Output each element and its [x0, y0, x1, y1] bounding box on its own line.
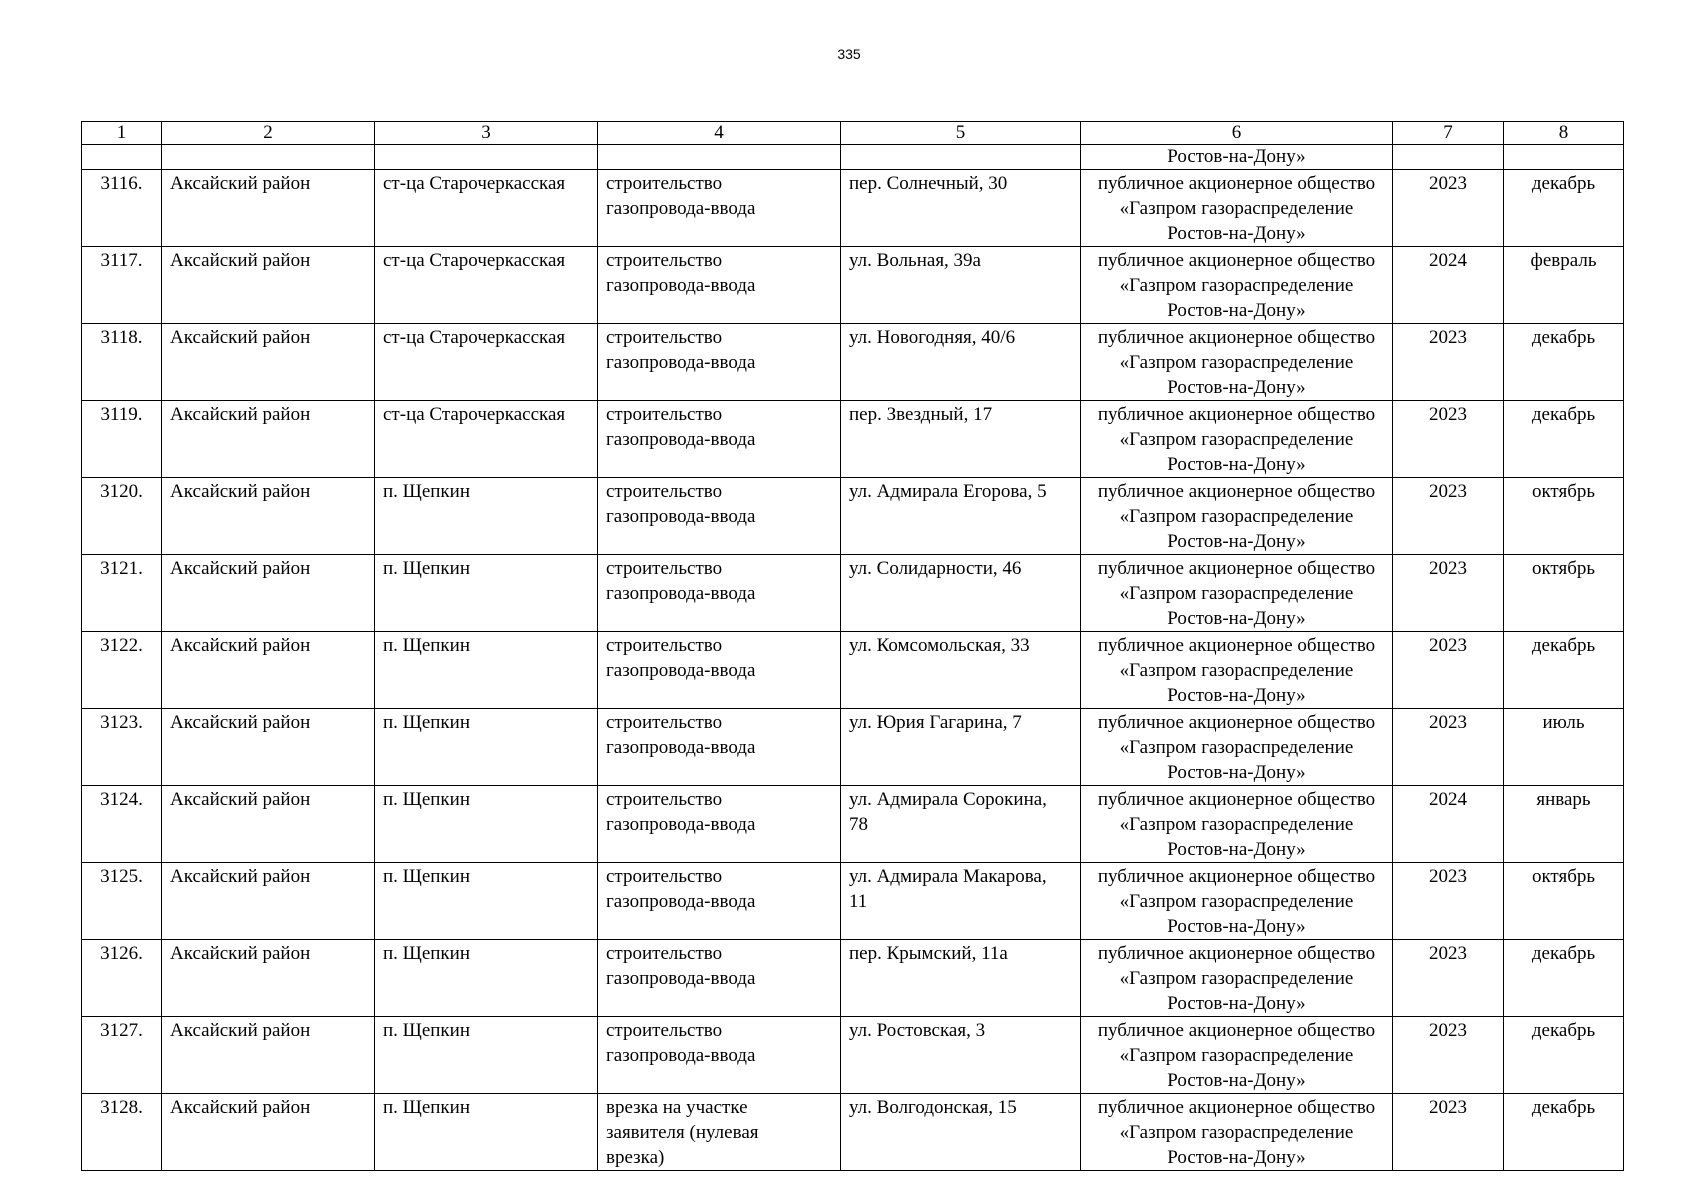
settlement-cell: п. Щепкин [375, 709, 598, 786]
organization-cell-line: Ростов-на-Дону» [1167, 300, 1306, 321]
month-cell: декабрь [1504, 632, 1624, 709]
organization-cell-line: Ростов-на-Дону» [1167, 839, 1306, 860]
table-row [82, 478, 1624, 555]
work-type-cell-line: строительство [606, 481, 723, 502]
address-cell-line: пер. Крымский, 11а [849, 943, 1008, 964]
continuation-cell [82, 145, 162, 170]
work-type-cell-line: заявителя (нулевая [606, 1122, 759, 1143]
year-cell: 2023 [1393, 324, 1504, 401]
organization-cell-line: «Газпром газораспределение [1119, 1122, 1354, 1143]
work-type-cell-line: строительство [606, 173, 723, 194]
settlement-cell: п. Щепкин [375, 632, 598, 709]
table-row [82, 786, 1624, 863]
work-type-cell-line: строительство [606, 789, 723, 810]
address-cell-line: 78 [849, 814, 868, 835]
work-type-cell-line: строительство [606, 404, 723, 425]
organization-cell-line: «Газпром газораспределение [1119, 429, 1354, 450]
work-type-cell-line: строительство [606, 327, 723, 348]
work-type-cell-line: строительство [606, 866, 723, 887]
column-number-header: 3 [375, 122, 598, 145]
row-number-cell: 3118. [82, 324, 162, 401]
continuation-cell [841, 145, 1081, 170]
organization-cell-line: «Газпром газораспределение [1119, 506, 1354, 527]
organization-cell-line: Ростов-на-Дону» [1167, 993, 1306, 1014]
address-cell-line: ул. Адмирала Сорокина, [849, 789, 1047, 810]
row-number-cell: 3117. [82, 247, 162, 324]
organization-cell [1081, 1017, 1393, 1094]
address-cell [841, 401, 1081, 478]
address-cell-line: ул. Солидарности, 46 [849, 558, 1022, 579]
organization-cell [1081, 1094, 1393, 1171]
work-type-cell [598, 1017, 841, 1094]
work-type-cell [598, 555, 841, 632]
continuation-cell [1393, 145, 1504, 170]
organization-cell-line: Ростов-на-Дону» [1167, 454, 1306, 475]
organization-cell-line: публичное акционерное общество [1097, 1097, 1376, 1118]
table-row [82, 170, 1624, 247]
settlement-cell: п. Щепкин [375, 786, 598, 863]
work-type-cell [598, 401, 841, 478]
work-type-cell [598, 786, 841, 863]
organization-cell-line: «Газпром газораспределение [1119, 891, 1354, 912]
address-cell [841, 1094, 1081, 1171]
table-row [82, 940, 1624, 1017]
work-type-cell-line: врезка на участке [606, 1097, 748, 1118]
settlement-cell: п. Щепкин [375, 478, 598, 555]
work-type-cell-line: газопровода-ввода [606, 660, 756, 681]
organization-cell-line: Ростов-на-Дону» [1167, 685, 1306, 706]
address-cell-line: ул. Адмирала Егорова, 5 [849, 481, 1047, 502]
column-number-header: 6 [1081, 122, 1393, 145]
year-cell: 2023 [1393, 401, 1504, 478]
work-type-cell-line: газопровода-ввода [606, 583, 756, 604]
address-cell [841, 324, 1081, 401]
work-type-cell-line: газопровода-ввода [606, 198, 756, 219]
address-cell [841, 247, 1081, 324]
continuation-cell [375, 145, 598, 170]
year-cell: 2023 [1393, 1094, 1504, 1171]
continuation-cell: Ростов-на-Дону» [1081, 145, 1393, 170]
organization-cell [1081, 709, 1393, 786]
year-cell: 2023 [1393, 555, 1504, 632]
organization-cell-line: публичное акционерное общество [1097, 250, 1376, 271]
address-cell [841, 555, 1081, 632]
month-cell: декабрь [1504, 170, 1624, 247]
address-cell [841, 632, 1081, 709]
work-type-cell-line: строительство [606, 250, 723, 271]
column-number-header: 4 [598, 122, 841, 145]
table-row [82, 401, 1624, 478]
organization-cell-line: Ростов-на-Дону» [1167, 608, 1306, 629]
work-type-cell-line: газопровода-ввода [606, 506, 756, 527]
month-cell: декабрь [1504, 401, 1624, 478]
row-number-cell: 3126. [82, 940, 162, 1017]
settlement-cell: п. Щепкин [375, 863, 598, 940]
work-type-cell-line: газопровода-ввода [606, 737, 756, 758]
table-row [82, 863, 1624, 940]
continuation-cell [1504, 145, 1624, 170]
district-cell: Аксайский район [162, 632, 375, 709]
organization-cell-line: публичное акционерное общество [1097, 1020, 1376, 1041]
district-cell: Аксайский район [162, 1017, 375, 1094]
organization-cell [1081, 555, 1393, 632]
address-cell-line: ул. Волгодонская, 15 [849, 1097, 1017, 1118]
work-type-cell-line: газопровода-ввода [606, 814, 756, 835]
district-cell: Аксайский район [162, 247, 375, 324]
address-cell-line: пер. Солнечный, 30 [849, 173, 1008, 194]
work-type-cell-line: газопровода-ввода [606, 1045, 756, 1066]
row-number-cell: 3122. [82, 632, 162, 709]
row-number-cell: 3124. [82, 786, 162, 863]
column-number-header: 5 [841, 122, 1081, 145]
organization-cell-line: «Газпром газораспределение [1119, 198, 1354, 219]
row-number-cell: 3123. [82, 709, 162, 786]
work-type-cell [598, 709, 841, 786]
column-number-header: 8 [1504, 122, 1624, 145]
work-type-cell [598, 170, 841, 247]
table-row [82, 1017, 1624, 1094]
organization-cell [1081, 632, 1393, 709]
organization-cell [1081, 478, 1393, 555]
organization-cell-line: Ростов-на-Дону» [1167, 531, 1306, 552]
organization-cell [1081, 170, 1393, 247]
organization-cell-line: «Газпром газораспределение [1119, 814, 1354, 835]
organization-cell-line: публичное акционерное общество [1097, 789, 1376, 810]
row-number-cell: 3128. [82, 1094, 162, 1171]
year-cell: 2024 [1393, 247, 1504, 324]
month-cell: декабрь [1504, 1017, 1624, 1094]
organization-cell-line: Ростов-на-Дону» [1167, 1070, 1306, 1091]
continuation-cell [598, 145, 841, 170]
work-type-cell-line: строительство [606, 712, 723, 733]
row-number-cell: 3116. [82, 170, 162, 247]
work-type-cell-line: газопровода-ввода [606, 352, 756, 373]
address-cell-line: ул. Комсомольская, 33 [849, 635, 1030, 656]
column-number-header: 1 [82, 122, 162, 145]
work-type-cell-line: газопровода-ввода [606, 429, 756, 450]
address-cell [841, 170, 1081, 247]
year-cell: 2023 [1393, 1017, 1504, 1094]
organization-cell [1081, 324, 1393, 401]
organization-cell-line: публичное акционерное общество [1097, 635, 1376, 656]
address-cell [841, 478, 1081, 555]
organization-cell-line: публичное акционерное общество [1097, 481, 1376, 502]
organization-cell-line: публичное акционерное общество [1097, 173, 1376, 194]
organization-cell-line: «Газпром газораспределение [1119, 660, 1354, 681]
work-type-cell-line: строительство [606, 1020, 723, 1041]
work-type-cell-line: газопровода-ввода [606, 968, 756, 989]
organization-cell-line: публичное акционерное общество [1097, 712, 1376, 733]
work-type-cell [598, 940, 841, 1017]
work-type-cell [598, 863, 841, 940]
table-row [82, 324, 1624, 401]
address-cell [841, 786, 1081, 863]
year-cell: 2023 [1393, 170, 1504, 247]
organization-cell [1081, 247, 1393, 324]
work-type-cell-line: газопровода-ввода [606, 891, 756, 912]
work-type-cell [598, 247, 841, 324]
settlement-cell: п. Щепкин [375, 1094, 598, 1171]
month-cell: декабрь [1504, 940, 1624, 1017]
organization-cell-line: публичное акционерное общество [1097, 327, 1376, 348]
work-type-cell [598, 632, 841, 709]
district-cell: Аксайский район [162, 786, 375, 863]
district-cell: Аксайский район [162, 1094, 375, 1171]
settlement-cell: п. Щепкин [375, 555, 598, 632]
address-cell-line: ул. Новогодняя, 40/6 [849, 327, 1016, 348]
address-cell-line: ул. Вольная, 39а [849, 250, 981, 271]
settlement-cell: ст-ца Старочеркасская [375, 324, 598, 401]
district-cell: Аксайский район [162, 170, 375, 247]
work-type-cell [598, 1094, 841, 1171]
month-cell: декабрь [1504, 324, 1624, 401]
work-type-cell [598, 324, 841, 401]
work-type-cell-line: газопровода-ввода [606, 275, 756, 296]
month-cell: октябрь [1504, 555, 1624, 632]
table-row [82, 632, 1624, 709]
organization-cell [1081, 863, 1393, 940]
work-type-cell-line: врезка) [606, 1147, 665, 1168]
table-row [82, 1094, 1624, 1171]
district-cell: Аксайский район [162, 709, 375, 786]
work-type-cell-line: строительство [606, 943, 723, 964]
address-cell [841, 863, 1081, 940]
month-cell: январь [1504, 786, 1624, 863]
organization-cell-line: «Газпром газораспределение [1119, 352, 1354, 373]
continuation-cell [162, 145, 375, 170]
district-cell: Аксайский район [162, 863, 375, 940]
year-cell: 2023 [1393, 478, 1504, 555]
month-cell: октябрь [1504, 863, 1624, 940]
organization-cell-line: Ростов-на-Дону» [1167, 377, 1306, 398]
address-cell [841, 709, 1081, 786]
table-row [82, 247, 1624, 324]
settlement-cell: ст-ца Старочеркасская [375, 401, 598, 478]
district-cell: Аксайский район [162, 478, 375, 555]
table-row [82, 709, 1624, 786]
year-cell: 2023 [1393, 940, 1504, 1017]
month-cell: декабрь [1504, 1094, 1624, 1171]
row-number-cell: 3119. [82, 401, 162, 478]
district-cell: Аксайский район [162, 401, 375, 478]
work-type-cell-line: строительство [606, 558, 723, 579]
address-cell-line: 11 [849, 891, 868, 912]
organization-cell-line: публичное акционерное общество [1097, 866, 1376, 887]
organization-cell-line: «Газпром газораспределение [1119, 737, 1354, 758]
organization-cell-line: «Газпром газораспределение [1119, 968, 1354, 989]
page-number: 335 [837, 46, 861, 62]
month-cell: февраль [1504, 247, 1624, 324]
row-number-cell: 3125. [82, 863, 162, 940]
year-cell: 2024 [1393, 786, 1504, 863]
organization-cell-line: Ростов-на-Дону» [1167, 916, 1306, 937]
settlement-cell: п. Щепкин [375, 1017, 598, 1094]
row-number-cell: 3127. [82, 1017, 162, 1094]
address-cell-line: ул. Ростовская, 3 [849, 1020, 986, 1041]
address-cell-line: ул. Адмирала Макарова, [849, 866, 1047, 887]
continuation-row [82, 145, 1624, 170]
district-cell: Аксайский район [162, 324, 375, 401]
organization-cell-line: публичное акционерное общество [1097, 943, 1376, 964]
settlement-cell: п. Щепкин [375, 940, 598, 1017]
address-cell [841, 940, 1081, 1017]
table-body [82, 122, 1624, 1171]
organization-cell-line: Ростов-на-Дону» [1167, 762, 1306, 783]
organization-cell-line: публичное акционерное общество [1097, 558, 1376, 579]
column-number-header: 2 [162, 122, 375, 145]
year-cell: 2023 [1393, 709, 1504, 786]
organization-cell-line: публичное акционерное общество [1097, 404, 1376, 425]
settlement-cell: ст-ца Старочеркасская [375, 170, 598, 247]
month-cell: июль [1504, 709, 1624, 786]
settlement-cell: ст-ца Старочеркасская [375, 247, 598, 324]
organization-cell [1081, 940, 1393, 1017]
address-cell-line: пер. Звездный, 17 [849, 404, 993, 425]
address-cell [841, 1017, 1081, 1094]
work-type-cell-line: строительство [606, 635, 723, 656]
column-number-header: 7 [1393, 122, 1504, 145]
table-row [82, 555, 1624, 632]
work-type-cell [598, 478, 841, 555]
month-cell: октябрь [1504, 478, 1624, 555]
district-cell: Аксайский район [162, 555, 375, 632]
year-cell: 2023 [1393, 863, 1504, 940]
registry-table [81, 121, 1624, 1171]
organization-cell [1081, 401, 1393, 478]
row-number-cell: 3121. [82, 555, 162, 632]
organization-cell-line: Ростов-на-Дону» [1167, 223, 1306, 244]
year-cell: 2023 [1393, 632, 1504, 709]
row-number-cell: 3120. [82, 478, 162, 555]
organization-cell-line: «Газпром газораспределение [1119, 1045, 1354, 1066]
organization-cell-line: Ростов-на-Дону» [1167, 1147, 1306, 1168]
organization-cell [1081, 786, 1393, 863]
district-cell: Аксайский район [162, 940, 375, 1017]
address-cell-line: ул. Юрия Гагарина, 7 [849, 712, 1022, 733]
column-number-header-row [82, 122, 1624, 145]
organization-cell-line: «Газпром газораспределение [1119, 275, 1354, 296]
organization-cell-line: «Газпром газораспределение [1119, 583, 1354, 604]
